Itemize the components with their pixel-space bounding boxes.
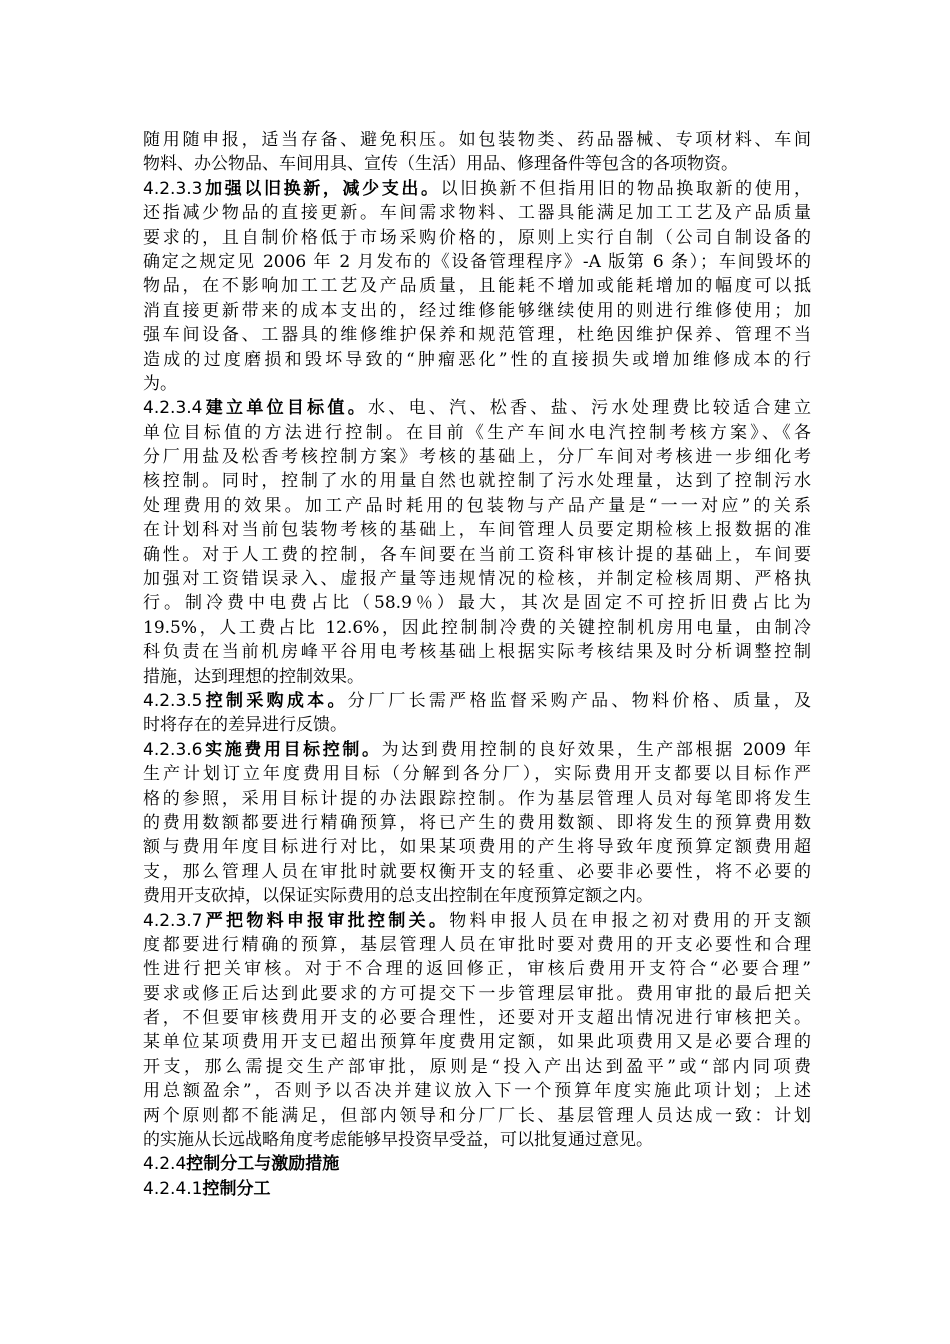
section-heading-4-2-3-6 [143,738,811,762]
body-line: 确性。对于人工费的控制，各车间要在当前工资科审核计提的基础上，车间要 [143,544,811,565]
section-heading-4-2-4 [143,1152,811,1176]
body-line: 物品，在不影响加工工艺及产品质量，且能耗不增加或能耗增加的幅度可以抵 [143,276,811,297]
section-heading-4-2-3-4 [143,396,811,420]
body-line: 额与费用年度目标进行对比，如果某项费用的产生将导致年度预算定额费用超 [143,837,811,858]
body-line: 时将存在的差异进行反馈。 [143,715,347,736]
section-title: 控制分工与激励措施 [186,1154,340,1175]
section-number: 4.2.3.4 [143,398,203,419]
body-line: 强车间设备、工器具的维修维护保养和规范管理，杜绝因维护保养、管理不当 [143,325,811,346]
body-line: 在计划科对当前包装物考核的基础上，车间管理人员要定期检核上报数据的准 [143,520,811,541]
body-line: 费用开支砍掉，以保证实际费用的总支出控制在年度预算定额之内。 [143,886,653,907]
body-line: 单位目标值的方法进行控制。在目前《生产车间水电汽控制考核方案》、《各 [143,422,811,443]
body-line: 物料、办公物品、车间用具、宣传（生活）用品、修理备件等包含的各项物资。 [143,154,738,175]
body-line: 处理费用的效果。加工产品时耗用的包装物与产品产量是“一一对应”的关系 [143,495,811,516]
body-line: 行。制冷费中电费占比（58.9％）最大，其次是固定不可控折旧费占比为 [143,593,811,614]
section-title: 实施费用目标控制。 [202,739,382,760]
body-line: 性进行把关审核。对于不合理的返回修正，审核后费用开支符合“必要合理” [143,959,811,980]
section-title: 控制采购成本。 [202,690,348,711]
section-text: 水、电、汽、松香、盐、污水处理费比较适合建立 [368,398,812,419]
section-title: 控制分工 [202,1178,271,1199]
body-line: 格的参照，采用目标计提的办法跟踪控制。作为基层管理人员对每笔即将发生 [143,788,811,809]
body-line: 的费用数额都要进行精确预算，将已产生的费用数额、即将发生的预算费用数 [143,812,811,833]
section-number: 4.2.4.1 [143,1178,203,1199]
body-line: 用总额盈余”，否则予以否决并建议放入下一个预算年度实施此项计划；上述 [143,1081,811,1102]
body-line: 度都要进行精确的预算，基层管理人员在审批时要对费用的开支必要性和合理 [143,934,811,955]
body-line: 要求或修正后达到此要求的方可提交下一步管理层审批。费用审批的最后把关 [143,983,811,1004]
section-heading-4-2-3-3 [143,177,811,201]
section-heading-4-2-4-1 [143,1177,811,1201]
section-heading-4-2-3-5 [143,689,811,713]
body-line: 造成的过度磨损和毁坏导致的“肿瘤恶化”性的直接损失或增加维修成本的行 [143,349,811,370]
section-title: 建立单位目标值。 [202,398,369,419]
section-number: 4.2.3.6 [143,739,203,760]
body-line: 核控制。同时，控制了水的用量自然也就控制了污水处理量，达到了控制污水 [143,471,811,492]
body-line: 两个原则都不能满足，但部内领导和分厂厂长、基层管理人员达成一致：计划 [143,1105,811,1126]
body-line: 随用随申报，适当存备、避免积压。如包装物类、药品器械、专项材料、车间 [143,130,811,150]
body-line: 开支，那么需提交生产部审批，原则是“投入产出达到盈平”或“部内同项费 [143,1056,811,1077]
body-line: 的实施从长远战略角度考虑能够早投资早受益，可以批复通过意见。 [143,1130,653,1151]
section-number: 4.2.3.5 [143,690,203,711]
body-line: 支，那么管理人员在审批时就要权衡开支的轻重、必要非必要性，将不必要的 [143,861,811,882]
body-line: 措施，达到理想的控制效果。 [143,666,364,687]
section-number: 4.2.3.7 [143,910,203,931]
section-text: 以旧换新不但指用旧的物品换取新的使用， [440,178,812,199]
section-title: 严把物料申报审批控制关。 [202,910,450,931]
body-line: 者，不但要审核费用开支的必要合理性，还要对开支超出情况进行审核把关。 [143,1008,811,1029]
body-line: 消直接更新带来的成本支出的，经过维修能够继续使用的则进行维修使用；加 [143,300,811,321]
body-line: 某单位某项费用开支已超出预算年度费用定额，如果此项费用又是必要合理的 [143,1032,811,1053]
body-line: 加强对工资错误录入、虚报产量等违规情况的检核，并制定检核周期、严格执 [143,569,811,590]
section-number: 4.2.4 [143,1154,187,1175]
body-line: 确定之规定见 2006 年 2 月发布的《设备管理程序》-A 版第 6 条）；车间毁坏的 [143,251,811,272]
section-text: 物料申报人员在申报之初对费用的开支额 [449,910,812,931]
body-line: 还指减少物品的直接更新。车间需求物料、工器具能满足加工工艺及产品质量 [143,203,811,224]
body-line: 要求的，且自制价格低于市场采购价格的，原则上实行自制（公司自制设备的 [143,227,811,248]
body-line: 分厂用盐及松香考核控制方案》考核的基础上，分厂车间对考核进一步细化考 [143,447,811,468]
section-heading-4-2-3-7 [143,909,811,933]
section-text: 分厂厂长需严格监督采购产品、物料价格、质量，及 [347,690,812,711]
document-body [143,128,811,1201]
body-line: 科负责在当前机房峰平谷用电考核基础上根据实际考核结果及时分析调整控制 [143,642,811,663]
section-text: 为达到费用控制的良好效果，生产部根据 2009 年 [381,739,812,760]
section-number: 4.2.3.3 [143,178,203,199]
body-line: 生产计划订立年度费用目标（分解到各分厂），实际费用开支都要以目标作严 [143,764,811,785]
body-line: 19.5%，人工费占比 12.6%，因此控制制冷费的关键控制机房用电量，由制冷 [143,617,811,638]
section-title: 加强以旧换新，减少支出。 [202,178,441,199]
body-line: 为。 [143,373,177,394]
